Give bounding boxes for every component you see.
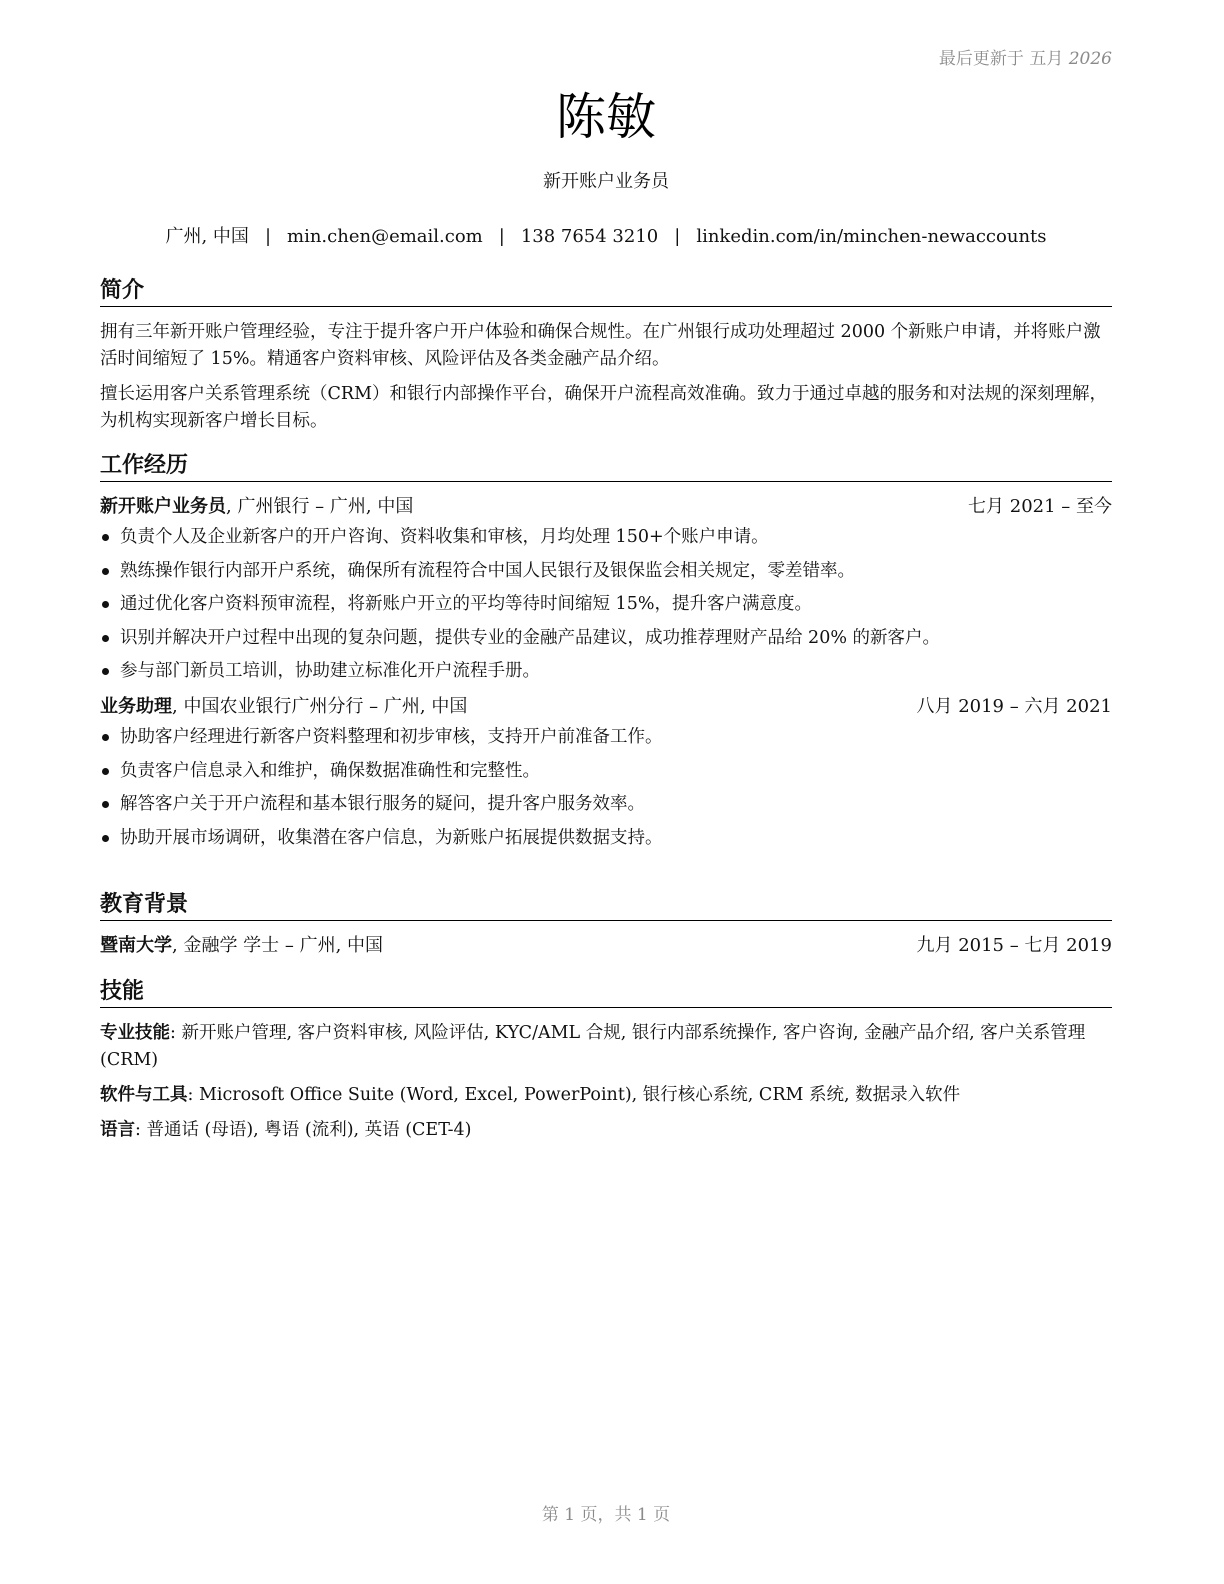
skill-label: 软件与工具 — [100, 1085, 188, 1105]
job-dates: 八月 2019 – 六月 2021 — [916, 696, 1112, 717]
bullet-text: 参与部门新员工培训，协助建立标准化开户流程手册。 — [120, 661, 540, 681]
page-indicator: 第 1 页，共 1 页 — [541, 1505, 671, 1525]
summary-section — [100, 277, 1112, 443]
skill-line — [100, 1082, 1112, 1109]
summary-paragraph: 拥有三年新开账户管理经验，专注于提升客户开户体验和确保合规性。在广州银行成功处理超过 2000 个新账户申请，并将账户激活时间缩短了 15%。精通客户资料审核、风险评估及各类金融产品介绍。 — [100, 322, 1101, 369]
bullet-icon — [102, 835, 109, 842]
list-item — [100, 758, 1112, 784]
skill-label: 语言 — [100, 1120, 135, 1140]
contact-separator: | — [498, 226, 505, 247]
list-item — [100, 825, 1112, 851]
resume-page — [100, 0, 1112, 1584]
section-title-skills: 技能 — [100, 978, 1112, 1008]
contact-separator: | — [674, 226, 681, 247]
bullet-icon — [102, 768, 109, 775]
candidate-headline: 新开账户业务员 — [543, 171, 669, 192]
skill-value: : 新开账户管理, 客户资料审核, 风险评估, KYC/AML 合规, 银行内部系统操作, 客户咨询, 金融产品介绍, 客户关系管理 (CRM) — [100, 1023, 1086, 1070]
candidate-name: 陈敏 — [556, 88, 656, 146]
section-title-experience: 工作经历 — [100, 452, 1112, 482]
education-school: 暨南大学 — [100, 935, 172, 956]
education-detail: , 金融学 学士 – 广州, 中国 — [172, 935, 384, 956]
job-bullets — [100, 724, 1112, 851]
contact-linkedin[interactable]: linkedin.com/in/minchen-newaccounts — [696, 226, 1047, 247]
list-item — [100, 558, 1112, 584]
bullet-icon — [102, 568, 109, 575]
skill-label: 专业技能 — [100, 1023, 170, 1043]
job-header — [100, 494, 1112, 520]
bullet-icon — [102, 601, 109, 608]
bullet-icon — [102, 635, 109, 642]
bullet-text: 熟练操作银行内部开户系统，确保所有流程符合中国人民银行及银保监会相关规定，零差错率。 — [120, 560, 855, 581]
list-item — [100, 591, 1112, 617]
section-title-summary: 简介 — [100, 277, 1112, 307]
job-header — [100, 694, 1112, 720]
contact-phone: 138 7654 3210 — [520, 226, 659, 247]
bullet-text: 协助开展市场调研，收集潜在客户信息，为新账户拓展提供数据支持。 — [120, 827, 663, 848]
education-dates: 九月 2015 – 七月 2019 — [916, 935, 1112, 956]
contact-separator: | — [264, 226, 272, 247]
bullet-text: 负责客户信息录入和维护，确保数据准确性和完整性。 — [120, 760, 540, 781]
last-updated-label: 最后更新于 五月 — [938, 49, 1064, 69]
skill-line — [100, 1117, 1112, 1144]
bullet-icon — [102, 668, 109, 675]
bullet-text: 解答客户关于开户流程和基本银行服务的疑问，提升客户服务效率。 — [120, 794, 645, 814]
job-dates: 七月 2021 – 至今 — [968, 496, 1112, 517]
bullet-text: 识别并解决开户过程中出现的复杂问题，提供专业的金融产品建议，成功推荐理财产品给 20% 的新客户。 — [120, 627, 941, 648]
skills-section — [100, 978, 1112, 1152]
last-updated — [939, 44, 1112, 69]
bullet-text: 通过优化客户资料预审流程，将新账户开立的平均等待时间缩短 15%，提升客户满意度。 — [120, 594, 812, 614]
job-role: 新开账户业务员 — [100, 496, 226, 517]
contact-email[interactable]: min.chen@email.com — [287, 226, 483, 247]
list-item — [100, 625, 1112, 651]
bullet-icon — [102, 534, 109, 541]
skill-value: : Microsoft Office Suite (Word, Excel, PowerPoint), 银行核心系统, CRM 系统, 数据录入软件 — [187, 1085, 961, 1105]
job-org: , 广州银行 – 广州, 中国 — [226, 496, 414, 517]
bullet-icon — [102, 801, 109, 808]
bullet-icon — [102, 734, 109, 741]
skill-line — [100, 1020, 1112, 1074]
experience-section — [100, 452, 1112, 858]
education-entry — [100, 933, 1112, 959]
job-org: , 中国农业银行广州分行 – 广州, 中国 — [172, 696, 468, 717]
job-role: 业务助理 — [100, 696, 172, 717]
job-bullets — [100, 524, 1112, 684]
contact-line — [100, 224, 1112, 250]
bullet-text: 协助客户经理进行新客户资料整理和初步审核，支持开户前准备工作。 — [120, 727, 663, 747]
skill-value: : 普通话 (母语), 粤语 (流利), 英语 (CET-4) — [135, 1120, 472, 1140]
contact-location: 广州, 中国 — [165, 226, 249, 247]
list-item — [100, 791, 1112, 817]
section-title-education: 教育背景 — [100, 891, 1112, 921]
list-item — [100, 658, 1112, 684]
education-section — [100, 891, 1112, 959]
last-updated-year: 2026 — [1068, 49, 1112, 69]
bullet-text: 负责个人及企业新客户的开户咨询、资料收集和审核，月均处理 150+个账户申请。 — [120, 527, 769, 547]
job-entry — [100, 694, 1112, 851]
list-item — [100, 724, 1112, 750]
job-entry — [100, 494, 1112, 684]
list-item — [100, 524, 1112, 550]
summary-paragraph: 擅长运用客户关系管理系统（CRM）和银行内部操作平台，确保开户流程高效准确。致力于通过卓越的服务和对法规的深刻理解，为机构实现新客户增长目标。 — [100, 384, 1107, 431]
